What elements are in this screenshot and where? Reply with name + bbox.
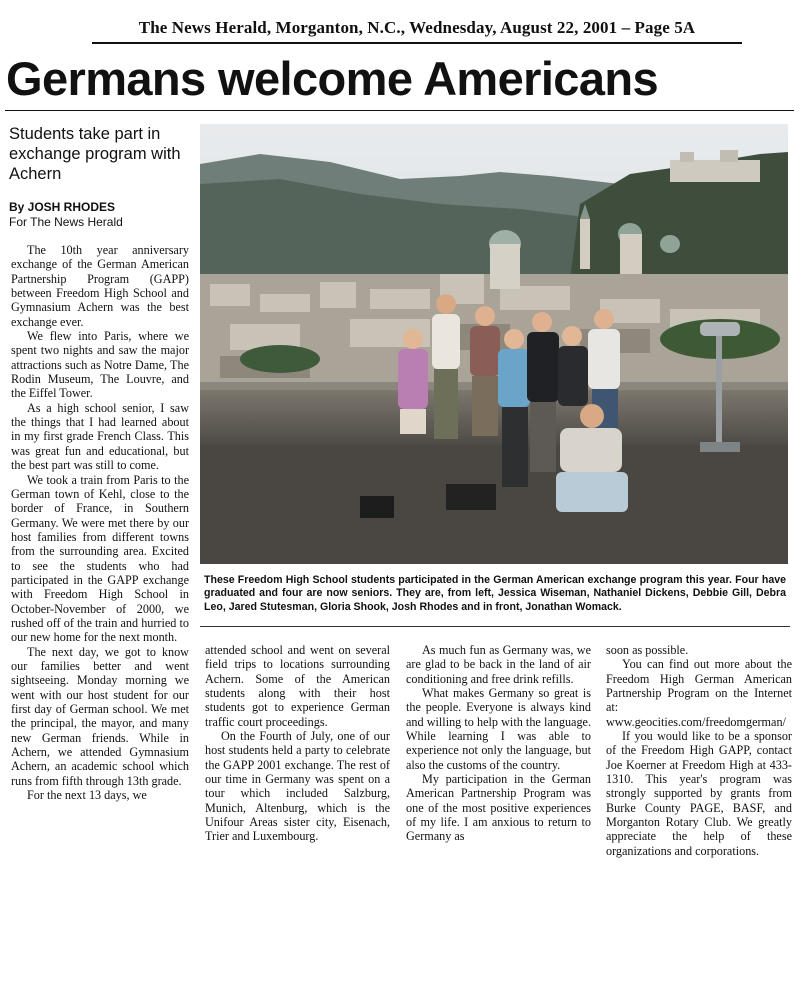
paragraph: The next day, we got to know our families better and went sightseeing. Monday morning we went with our host student for our first day of German school. We met the principal, the mayor, and many new German friends. While in Achern, we attended Gymnasium Achern, an academic school which runs from fifth through 13th grade. xyxy=(11,644,189,788)
group-photo xyxy=(200,124,788,564)
paragraph: The 10th year anniversary exchange of the German American Partnership Program (GAPP) between Freedom High School and Gymnasium Achern was the best exchange ever. xyxy=(11,243,189,329)
byline-affiliation: For The News Herald xyxy=(9,215,123,229)
byline xyxy=(9,200,194,230)
deck: Students take part in exchange program with Achern xyxy=(9,125,181,183)
paragraph: What makes Germany so great is the people. Everyone is always kind and willing to help with the language. While learning I was able to experience not only the language, but also the customs of the country. xyxy=(406,686,591,772)
paragraph: My participation in the German American Partnership Program was one of the most positive experiences of my life. I am anxious to return to Germany as xyxy=(406,772,591,844)
article-column-3 xyxy=(406,643,591,844)
paragraph: If you would like to be a sponsor of the Freedom High GAPP, contact Joe Koerner at Freedom High at 433-1310. This year's program was strongly supported by grants from Burke County PAGE, BASF, and Morganton Rotary Club. We greatly appreciate the help of these organizations and corporations. xyxy=(606,729,792,858)
byline-name: By JOSH RHODES xyxy=(9,200,116,214)
salzburg-group-photo xyxy=(200,124,788,564)
headline: Germans welcome Americans xyxy=(6,52,659,105)
photo-caption: These Freedom High School students participated in the German American exchange program this year. Four have graduated and four are now seniors. They are, from left, Jessica Wiseman, Nathaniel Dickens, Debbie Gill, Debra Leo, Jared Stutesman, Gloria Shook, Josh Rhodes and in front, Jonathan Womack. xyxy=(204,574,786,613)
article-column-1 xyxy=(11,243,189,802)
masthead: The News Herald, Morganton, N.C., Wednesday, August 22, 2001 – Page 5A xyxy=(138,18,696,37)
caption-rule xyxy=(200,626,790,627)
paragraph: We flew into Paris, where we spent two nights and saw the major attractions such as Notre Dame, The Rodin Museum, The Louvre, and the Eiffel Tower. xyxy=(11,329,189,401)
paragraph: attended school and went on several field trips to locations surrounding Achern. Some of the American students along with their host students got to experience German traffic court proceedings. xyxy=(205,643,390,729)
paragraph: For the next 13 days, we xyxy=(27,788,147,803)
paragraph: As much fun as Germany was, we are glad to be back in the land of air conditioning and free drink refills. xyxy=(406,643,591,686)
article-column-2 xyxy=(205,643,390,844)
article-column-4 xyxy=(606,643,792,858)
headline-rule xyxy=(5,110,794,111)
paragraph: As a high school senior, I saw the things that I had learned about in my first grade French Class. This was great fun and educational, but the best part was still to come. xyxy=(11,400,189,473)
paragraph: On the Fourth of July, one of our host students held a party to celebrate the GAPP 2001 exchange. The rest of our time in Germany was spent on a tour which included Salzburg, Munich, Altenburg, which is the Unifour Areas sister city, Eisenach, Trier and Luxembourg. xyxy=(205,729,390,844)
paragraph: You can find out more about the Freedom High German American Partnership Program on the Internet at: www.geocities.com/freedomgerman/ xyxy=(606,657,792,729)
masthead-rule xyxy=(92,42,742,44)
paragraph: soon as possible. xyxy=(606,643,689,657)
paragraph: We took a train from Paris to the German town of Kehl, close to the border of France, in Southern Germany. We were met there by our host families from different towns from the surrounding area. Excited to see the students who had participated in the GAPP exchange with Freedom High School in October-November of 2000, we rushed off of the train and hurried to our new home for the next month. xyxy=(11,472,189,645)
